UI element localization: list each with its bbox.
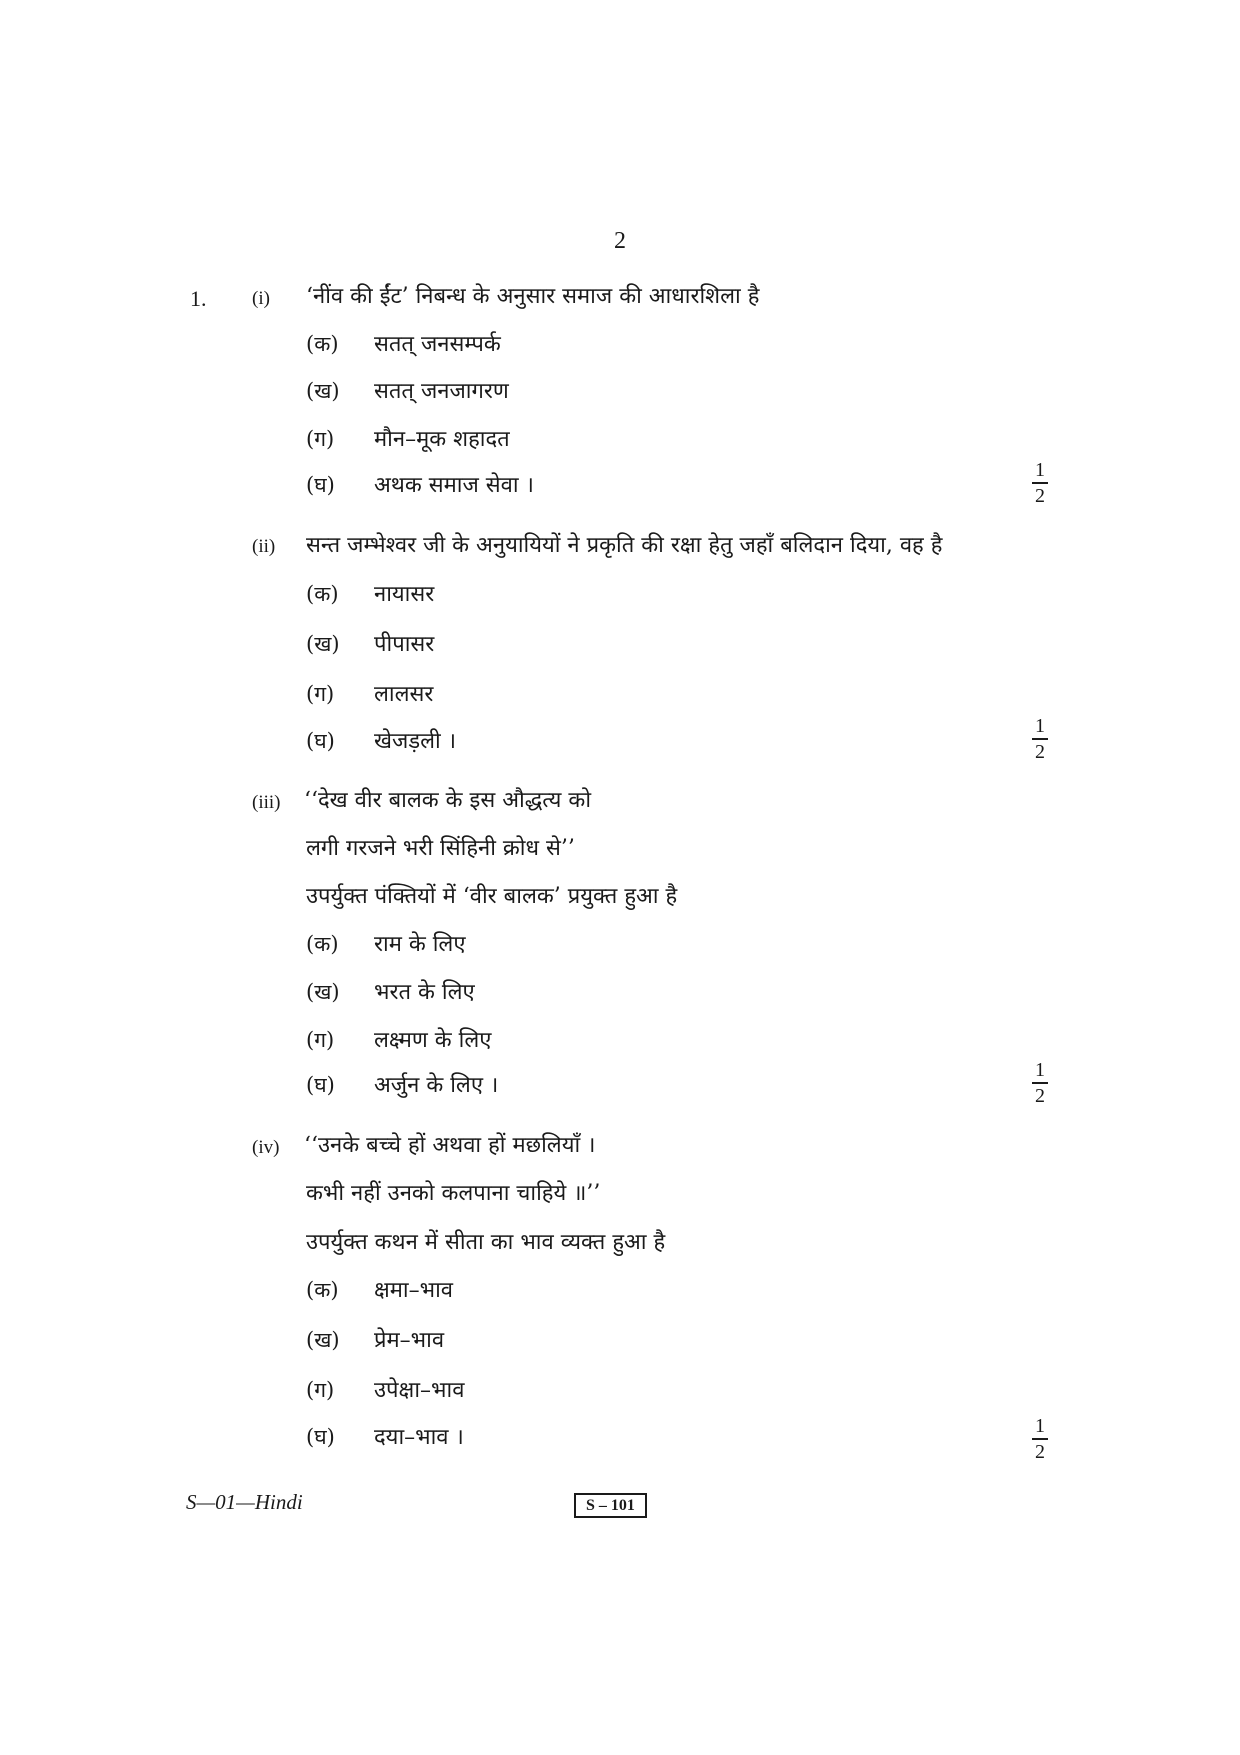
option-label: (ग)	[306, 682, 335, 706]
part-label: (i)	[252, 288, 270, 309]
question-stem-line: ‘‘देख वीर बालक के इस औद्धत्य को	[304, 788, 592, 813]
marks-numerator: 1	[1035, 1415, 1045, 1437]
question-number: 1.	[190, 286, 207, 311]
page-number: 2	[614, 228, 626, 254]
option-text: नायासर	[374, 582, 435, 607]
marks-denominator: 2	[1035, 484, 1045, 507]
marks-fraction	[1032, 716, 1048, 762]
option-label: (घ)	[306, 473, 335, 497]
fraction-bar	[1032, 738, 1048, 740]
part-label: (iv)	[252, 1137, 280, 1158]
option-text: सतत् जनसम्पर्क	[374, 332, 501, 357]
part-label: (iii)	[252, 792, 281, 813]
question-stem: सन्त जम्भेश्वर जी के अनुयायियों ने प्रकृति की रक्षा हेतु जहाँ बलिदान दिया, वह है	[306, 533, 943, 558]
option-text: मौन–मूक शहादत	[374, 427, 510, 452]
option-text: क्षमा–भाव	[374, 1278, 454, 1303]
question-stem-line: ‘‘उनके बच्चे हों अथवा हों मछलियाँ ।	[304, 1133, 596, 1158]
marks-numerator: 1	[1035, 459, 1045, 481]
option-label: (घ)	[306, 1425, 335, 1449]
option-text: लालसर	[374, 682, 434, 707]
marks-numerator: 1	[1035, 1059, 1045, 1081]
part-label: (ii)	[252, 536, 276, 557]
option-label: (घ)	[306, 1073, 335, 1097]
option-label: (ख)	[306, 632, 340, 656]
question-stem-line: उपर्युक्त कथन में सीता का भाव व्यक्त हुआ है	[306, 1230, 666, 1255]
option-label: (घ)	[306, 729, 335, 753]
option-label: (ख)	[306, 980, 340, 1004]
marks-numerator: 1	[1035, 715, 1045, 737]
marks-denominator: 2	[1035, 1440, 1045, 1463]
marks-denominator: 2	[1035, 740, 1045, 763]
option-label: (ग)	[306, 1378, 335, 1402]
option-text: खेजड़ली ।	[374, 729, 457, 754]
option-label: (क)	[306, 582, 339, 606]
footer-booklet-code: S – 101	[574, 1493, 647, 1518]
option-label: (ग)	[306, 427, 335, 451]
marks-fraction	[1032, 1060, 1048, 1106]
option-text: पीपासर	[374, 632, 435, 657]
option-text: लक्ष्मण के लिए	[374, 1028, 492, 1053]
fraction-bar	[1032, 482, 1048, 484]
question-stem-line: उपर्युक्त पंक्तियों में ‘वीर बालक’ प्रयुक्त हुआ है	[306, 884, 678, 909]
question-stem: ‘नींव की ईंट’ निबन्ध के अनुसार समाज की आधारशिला है	[306, 284, 760, 309]
fraction-bar	[1032, 1438, 1048, 1440]
option-label: (क)	[306, 332, 339, 356]
option-text: भरत के लिए	[374, 980, 475, 1005]
marks-denominator: 2	[1035, 1084, 1045, 1107]
option-label: (ख)	[306, 1328, 340, 1352]
option-label: (ग)	[306, 1028, 335, 1052]
option-label: (क)	[306, 932, 339, 956]
option-text: उपेक्षा–भाव	[374, 1378, 465, 1403]
marks-fraction	[1032, 1416, 1048, 1462]
option-text: अर्जुन के लिए ।	[374, 1073, 499, 1098]
option-text: सतत् जनजागरण	[374, 379, 509, 404]
footer-paper-code: S—01—Hindi	[186, 1490, 303, 1514]
option-label: (ख)	[306, 379, 340, 403]
marks-fraction	[1032, 460, 1048, 506]
option-text: दया–भाव ।	[374, 1425, 464, 1450]
question-stem-line: कभी नहीं उनको कलपाना चाहिये ॥’’	[306, 1181, 601, 1206]
fraction-bar	[1032, 1082, 1048, 1084]
option-text: राम के लिए	[374, 932, 466, 957]
option-text: अथक समाज सेवा ।	[374, 473, 534, 498]
option-label: (क)	[306, 1278, 339, 1302]
question-stem-line: लगी गरजने भरी सिंहिनी क्रोध से’’	[306, 836, 575, 861]
option-text: प्रेम–भाव	[374, 1328, 445, 1353]
